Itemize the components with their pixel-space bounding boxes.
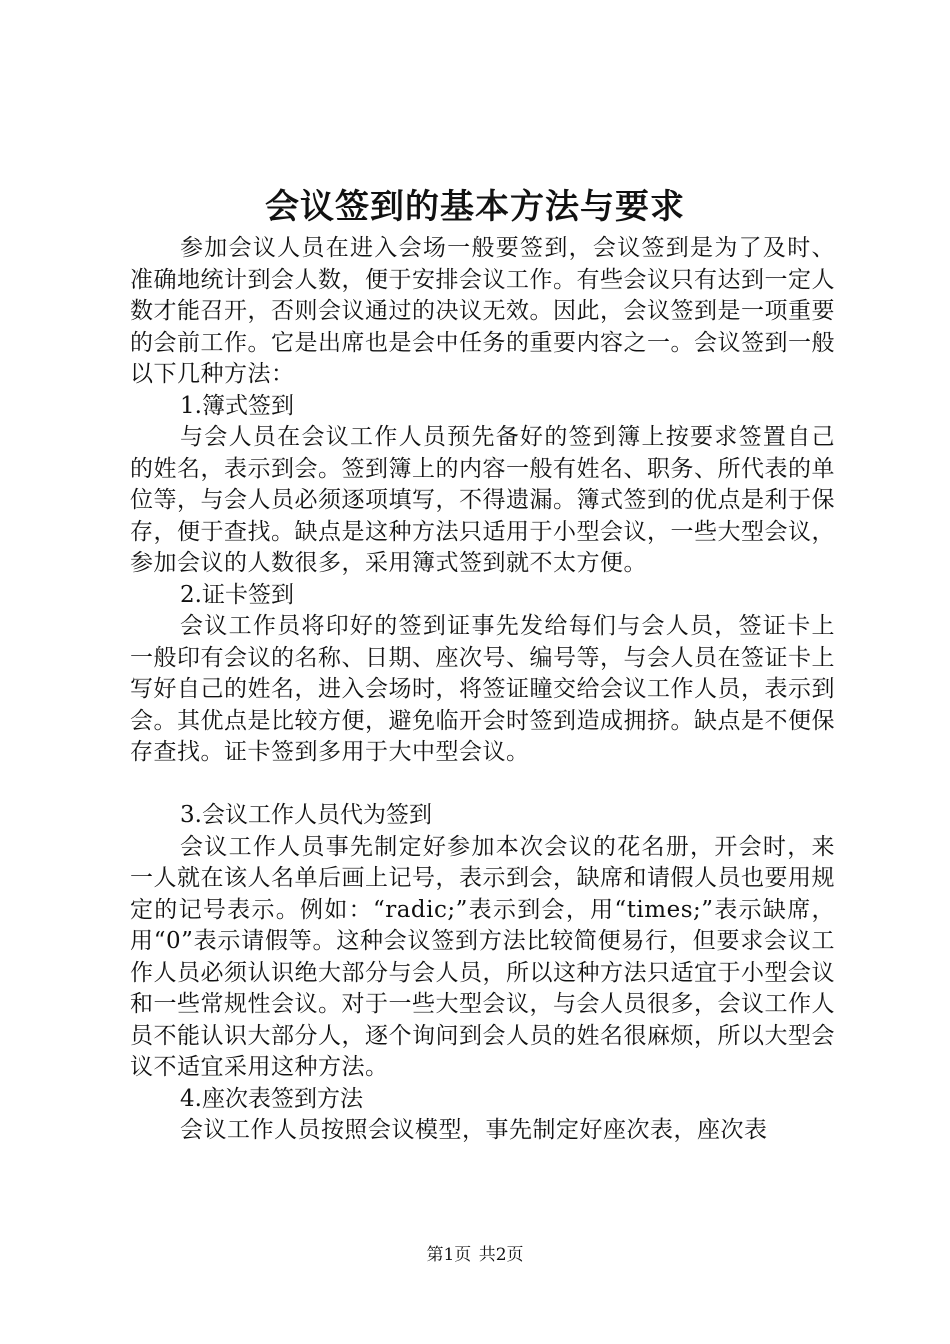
section-paragraph: 与会人员在会议工作人员预先备好的签到簿上按要求签置自己的姓名，表示到会。签到簿上的内容一般有姓名、职务、所代表的单位等，与会人员必须逐项填写，不得遗漏。簿式签到的优点是利于保存，便于查找。缺点是这种方法只适用于小型会议，一些大型会议，参加会议的人数很多，采用簿式签到就不太方便。 — [130, 424, 835, 576]
intro-paragraph: 参加会议人员在进入会场一般要签到，会议签到是为了及时、准确地统计到会人数，便于安排会议工作。有些会议只有达到一定人数才能召开，否则会议通过的决议无效。因此，会议签到是一项重要的会前工作。它是出席也是会中任务的重要内容之一。会议签到一般以下几种方法： — [130, 235, 835, 387]
section-paragraph: 会议工作人员按照会议模型，事先制定好座次表，座次表 — [180, 1117, 768, 1143]
section-heading: 1.簿式签到 — [180, 392, 294, 419]
document-body — [130, 233, 835, 1147]
page-total: 共2页 — [478, 1245, 524, 1265]
document-title: 会议签到的基本方法与要求 — [265, 187, 685, 227]
blank-line — [130, 769, 835, 801]
page-footer — [0, 1243, 950, 1267]
section-heading: 4.座次表签到方法 — [180, 1085, 363, 1112]
section-heading: 2.证卡签到 — [180, 581, 294, 608]
page-number: 第1页 — [426, 1245, 472, 1265]
section-paragraph: 会议工作人员事先制定好参加本次会议的花名册，开会时，来一人就在该人名单后画上记号，表示到会，缺席和请假人员也要用规定的记号表示。例如：“radic;”表示到会，用“times;”表示缺席，用“0”表示请假等。这种会议签到方法比较简便易行，但要求会议工作人员必须认识绝大部分与会人员，所以这种方法只适宜于小型会议和一些常规性会议。对于一些大型会议，与会人员很多，会议工作人员不能认识大部分人，逐个询问到会人员的姓名很麻烦，所以大型会议不适宜采用这种方法。 — [130, 833, 835, 1080]
section-paragraph: 会议工作员将印好的签到证事先发给每们与会人员，签证卡上一般印有会议的名称、日期、座次号、编号等，与会人员在签证卡上写好自己的姓名，进入会场时，将签证瞳交给会议工作人员，表示到会。其优点是比较方便，避免临开会时签到造成拥挤。缺点是不便保存查找。证卡签到多用于大中型会议。 — [130, 613, 835, 765]
section-heading: 3.会议工作人员代为签到 — [180, 802, 432, 828]
